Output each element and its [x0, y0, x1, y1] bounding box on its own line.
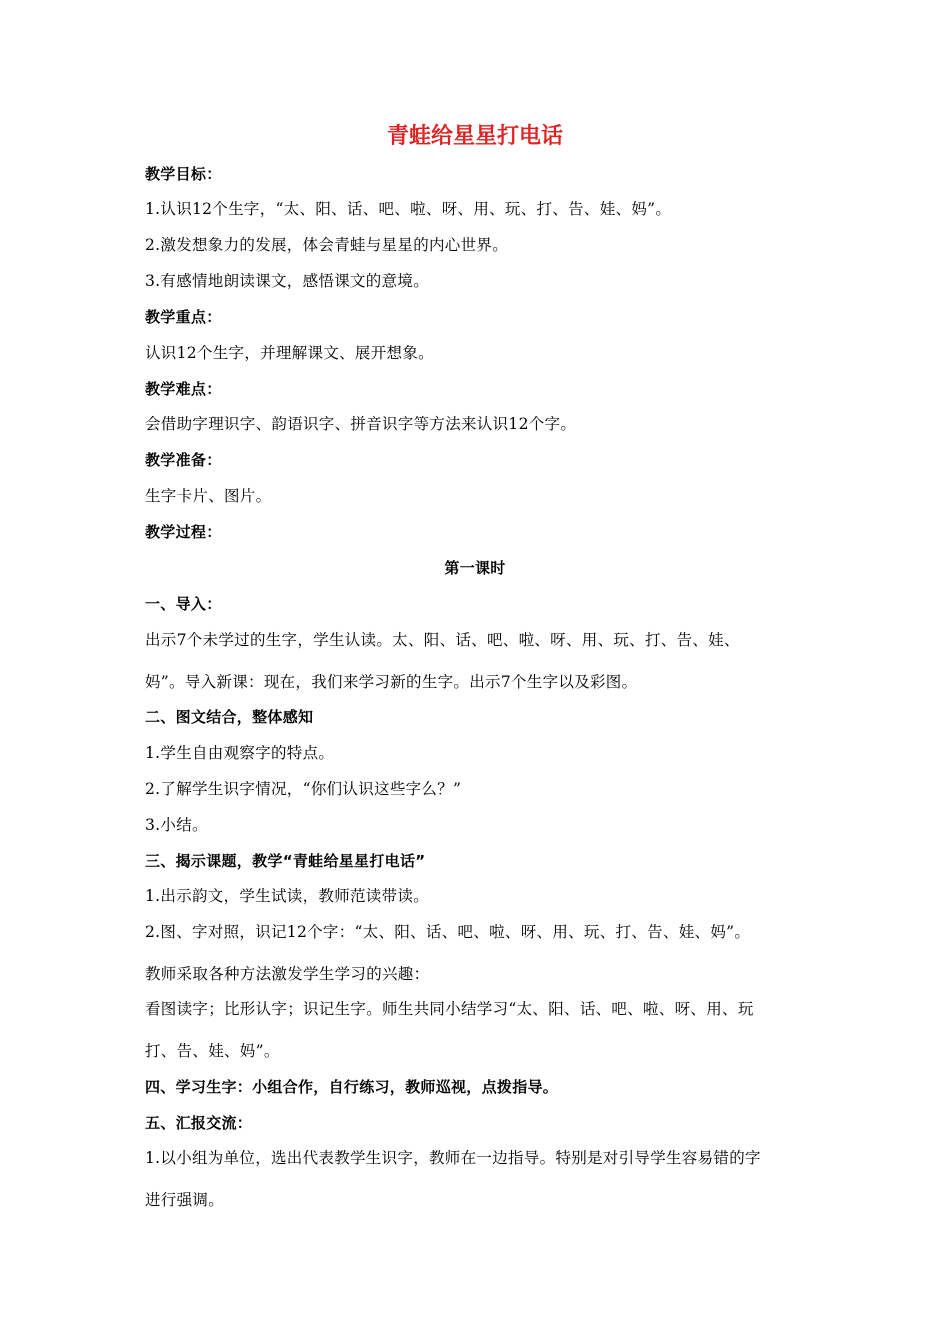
preparation-text: 生字卡片、图片。: [145, 487, 272, 505]
key-points-text: 认识12个生字，并理解课文、展开想象。: [145, 344, 434, 362]
section-3-item-1: 1.出示韵文，学生试读，教师范读带读。: [145, 887, 429, 905]
section-3-text-2-line-1: 看图读字；比形认字；识记生字。师生共同小结学习“太、阳、话、吧、啦、呀、用、玩: [145, 1000, 754, 1018]
section-2-heading: 二、图文结合，整体感知: [145, 708, 314, 726]
difficulty-heading: 教学难点：: [145, 380, 222, 398]
difficulty-text: 会借助字理识字、韵语识字、拼音识字等方法来认识12个字。: [145, 415, 577, 433]
process-heading: 教学过程：: [145, 523, 222, 541]
goal-item-3: 3.有感情地朗读课文，感悟课文的意境。: [145, 272, 429, 290]
section-1-text-line-1: 出示7个未学过的生字，学生认读。太、阳、话、吧、啦、呀、用、玩、打、告、娃、: [145, 631, 740, 649]
section-5-item-1-line-1: 1.以小组为单位，选出代表教学生识字，教师在一边指导。特别是对引导学生容易错的字: [145, 1149, 761, 1167]
goal-item-2: 2.激发想象力的发展，体会青蛙与星星的内心世界。: [145, 236, 508, 254]
section-3-item-2: 2.图、字对照，识记12个字：“太、阳、话、吧、啦、呀、用、玩、打、告、娃、妈”。: [145, 923, 751, 941]
key-points-heading: 教学重点：: [145, 308, 222, 326]
goals-heading: 教学目标：: [145, 165, 222, 183]
preparation-heading: 教学准备：: [145, 451, 222, 469]
lesson-heading: 第一课时: [444, 559, 506, 577]
section-4-heading: 四、学习生字：小组合作，自行练习，教师巡视，点拨指导。: [145, 1078, 559, 1096]
section-2-item-3: 3.小结。: [145, 816, 208, 834]
section-5-item-1-line-2: 进行强调。: [145, 1191, 225, 1209]
section-3-text-1: 教师采取各种方法激发学生学习的兴趣：: [145, 965, 430, 983]
goal-item-1: 1.认识12个生字，“太、阳、话、吧、啦、呀、用、玩、打、告、娃、妈”。: [145, 200, 672, 218]
section-3-heading: 三、揭示课题，教学“青蛙给星星打电话”: [145, 852, 426, 870]
section-5-heading: 五、汇报交流：: [145, 1114, 253, 1132]
section-1-text-line-2: 妈”。导入新课：现在，我们来学习新的生字。出示7个生字以及彩图。: [145, 673, 638, 691]
section-3-text-2-line-2: 打、告、娃、妈”。: [145, 1042, 280, 1060]
section-2-item-2: 2.了解学生识字情况，“你们认识这些字么？”: [145, 780, 462, 798]
section-1-heading: 一、导入：: [145, 595, 222, 613]
document-title: 青蛙给星星打电话: [386, 124, 563, 149]
section-2-item-1: 1.学生自由观察字的特点。: [145, 744, 335, 762]
